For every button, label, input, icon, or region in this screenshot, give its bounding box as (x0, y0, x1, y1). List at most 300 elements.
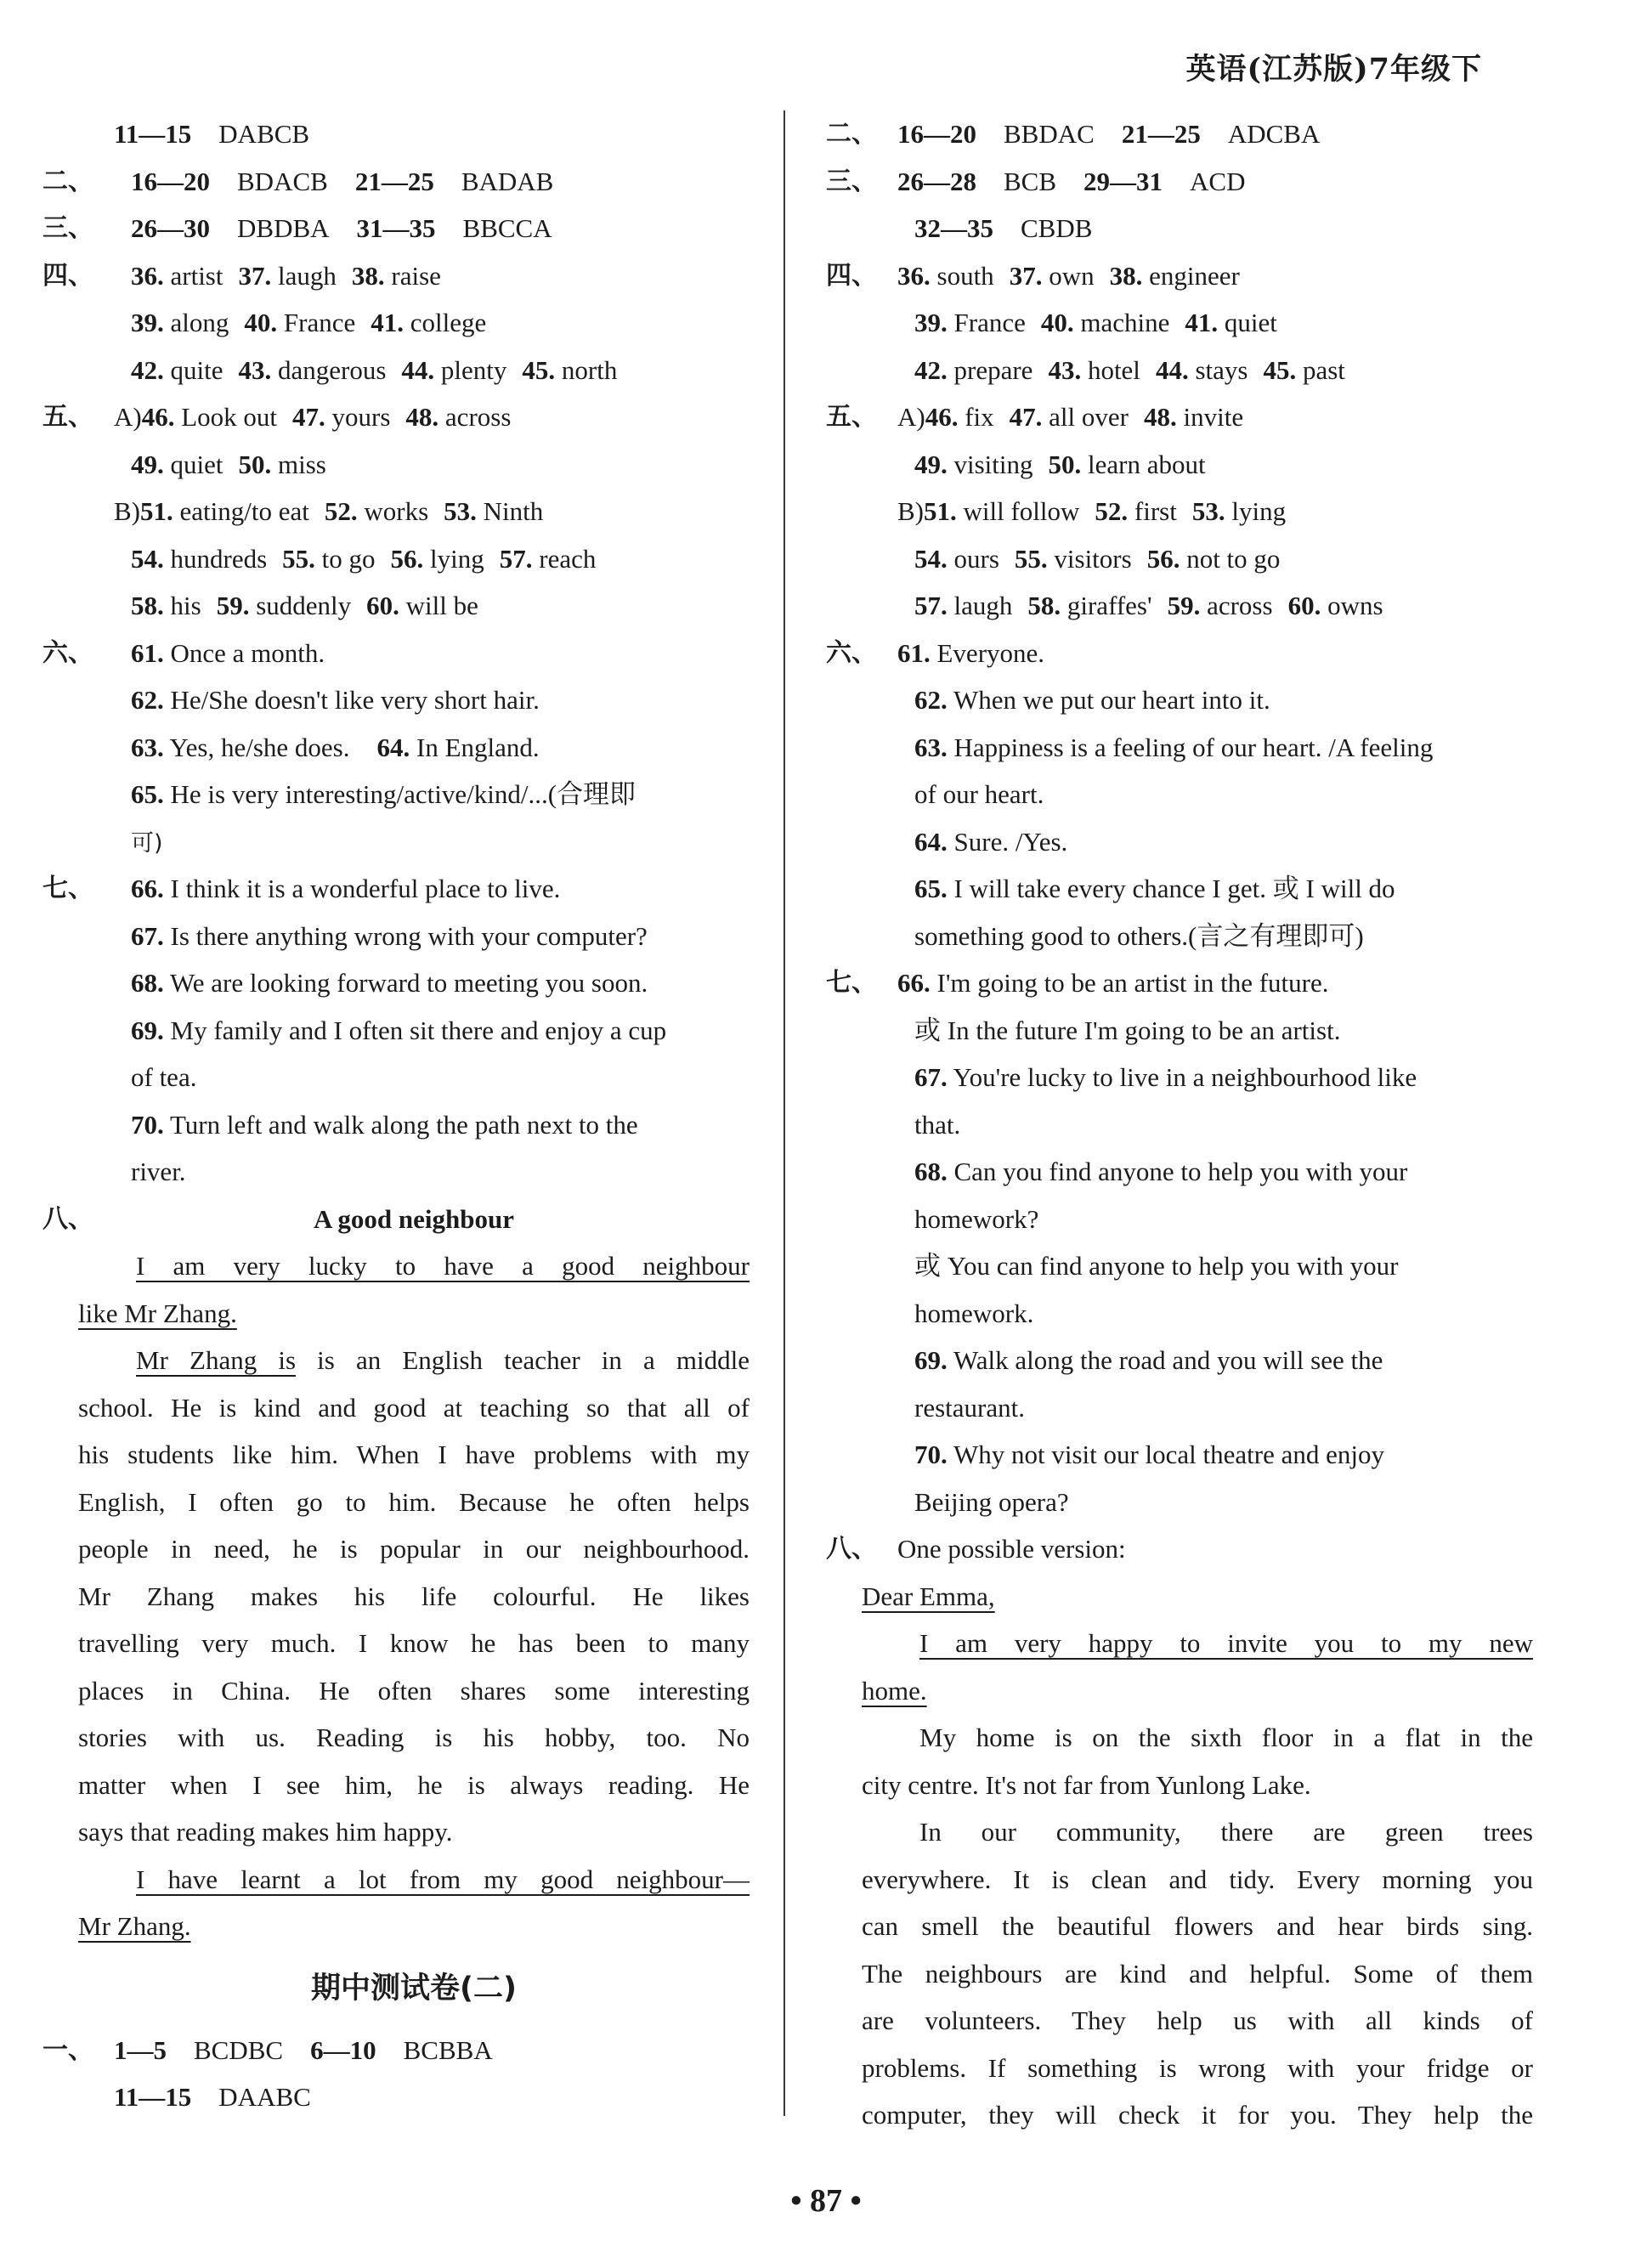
section-label: 五、 (826, 402, 877, 432)
answer-word: to go (321, 543, 376, 574)
answer-text: Beijing opera? (914, 1486, 1069, 1517)
answer-word: lying (1231, 496, 1287, 526)
essay-line: stories with us. Reading is his hobby, too. No (78, 1723, 750, 1752)
essay-line: his students like him. When I have problems with my (78, 1440, 750, 1469)
section-label: 三、 (42, 213, 93, 243)
answer-word: machine (1080, 308, 1170, 337)
question-number: 62. (914, 685, 948, 715)
answer-text: Turn left and walk along the path next to the (169, 1109, 638, 1140)
letter-text: My home is on the sixth floor in a flat in the (919, 1723, 1533, 1752)
essay-line: English, I often go to him. Because he often helps (78, 1486, 750, 1517)
question-range: 21—25 (1121, 119, 1201, 149)
letter-text: In our community, there are green trees (919, 1817, 1533, 1847)
letter-line (862, 1808, 1533, 1856)
answer-line-cont (862, 771, 1533, 818)
section-label: 七、 (826, 968, 877, 998)
question-range: 21—25 (354, 166, 434, 196)
exam-title: 期中测试卷(二) (311, 1971, 517, 2006)
question-number: 37. (1009, 260, 1043, 291)
question-number: 38. (351, 260, 385, 291)
answer-word: quiet (170, 449, 223, 479)
answer-word: across (1207, 591, 1273, 620)
essay-text: I have learnt a lot from my good neighbour— (136, 1864, 750, 1894)
answer-line-cont (862, 913, 1533, 960)
answer-text: Yes, he/she does. (169, 732, 350, 762)
answer-line (78, 724, 750, 772)
answer-text: He is very interesting/active/kind/...(合理即 (170, 779, 636, 809)
answer-word: France (953, 308, 1026, 337)
question-number: 42. (131, 354, 164, 385)
answer-line (862, 205, 1533, 252)
section-6-line (826, 630, 1533, 677)
question-number: 42. (914, 354, 948, 385)
part-label: A) (897, 402, 925, 432)
essay-line: school. He is kind and good at teaching so that all of (78, 1392, 750, 1423)
answer-word: artist (170, 260, 223, 291)
answer-text: that. (914, 1109, 961, 1140)
section-8-line (826, 1525, 1533, 1573)
question-number: 38. (1109, 260, 1143, 291)
essay-line (78, 1337, 750, 1384)
answer-letters: BBCCA (462, 213, 552, 243)
question-number: 56. (1146, 543, 1180, 574)
answer-text: of our heart. (914, 779, 1044, 809)
essay-line (78, 1290, 750, 1338)
answer-letters: DAABC (218, 2082, 311, 2112)
question-number: 41. (1185, 308, 1219, 337)
answer-text: Is there anything wrong with your computer? (170, 920, 648, 951)
answer-word: will be (405, 591, 478, 620)
question-number: 64. (914, 826, 948, 857)
question-number: 43. (1048, 354, 1082, 385)
question-range: 11—15 (114, 2082, 192, 2112)
essay-line: matter when I see him, he is always reading. He (78, 1769, 750, 1800)
answer-word: suddenly (256, 591, 352, 620)
section-label: 二、 (826, 119, 877, 149)
answer-word: France (283, 308, 356, 337)
answer-word: all over (1049, 402, 1129, 432)
answer-line-cont (862, 1007, 1533, 1055)
section-label: 三、 (826, 166, 877, 196)
answer-line (862, 1431, 1533, 1479)
answer-line (78, 771, 750, 818)
answer-letters: ACD (1190, 166, 1246, 196)
answer-word: hundreds (170, 543, 268, 574)
essay-text: I am very lucky to have a good neighbour (136, 1251, 750, 1281)
question-number: 70. (131, 1109, 164, 1140)
right-column (826, 110, 1533, 2139)
question-number: 36. (131, 260, 164, 291)
section-4-line (826, 252, 1533, 300)
answer-word: visiting (953, 449, 1033, 479)
answer-word: raise (391, 260, 441, 291)
answer-text: My family and I often sit there and enjoy a cup (170, 1015, 667, 1045)
answer-line-cont (862, 1384, 1533, 1432)
question-number: 64. (376, 732, 410, 762)
answer-word: learn about (1088, 449, 1206, 479)
question-number: 45. (1263, 354, 1297, 385)
question-number: 68. (131, 968, 164, 998)
answer-text: He/She doesn't like very short hair. (170, 685, 540, 715)
answer-text: homework? (914, 1203, 1039, 1234)
question-range: 6—10 (310, 2034, 376, 2065)
question-number: 47. (1009, 402, 1043, 432)
answer-line (78, 1101, 750, 1149)
answer-word: stays (1195, 354, 1248, 385)
section-label: 六、 (42, 637, 93, 668)
question-number: 43. (238, 354, 272, 385)
answer-text: Once a month. (170, 637, 325, 668)
answer-text: Walk along the road and you will see the (953, 1345, 1383, 1375)
answer-word: visitors (1054, 543, 1132, 574)
answer-text: In England. (416, 732, 540, 762)
section-label: 八、 (826, 1534, 877, 1564)
essay-line: people in need, he is popular in our neighbourhood. (78, 1534, 750, 1564)
essay-text: is an English teacher in a middle (317, 1345, 750, 1375)
answer-text: We are looking forward to meeting you soon. (169, 968, 648, 998)
section-2-line (42, 158, 750, 206)
section-8-line (42, 1196, 750, 1243)
question-number: 55. (282, 543, 315, 574)
answer-line (862, 865, 1533, 913)
answer-line-cont (78, 818, 750, 866)
letter-line: everywhere. It is clean and tidy. Every morning you (862, 1864, 1533, 1894)
answer-line (862, 1148, 1533, 1196)
page-number: • 87 • (790, 2183, 862, 2219)
question-number: 48. (1143, 402, 1177, 432)
question-number: 52. (324, 496, 358, 526)
answer-word: Ninth (483, 496, 544, 526)
answer-word: will follow (963, 496, 1080, 526)
essay-line: places in China. He often shares some interesting (78, 1675, 750, 1706)
section-label: 五、 (42, 402, 93, 432)
essay-text: Mr Zhang is (136, 1345, 297, 1375)
answer-letters: DBDBA (237, 213, 330, 243)
answer-text: 或 In the future I'm going to be an artist. (914, 1015, 1341, 1045)
letter-line (862, 1620, 1533, 1667)
question-number: 66. (131, 874, 164, 903)
question-number: 53. (444, 496, 477, 526)
question-number: 65. (131, 779, 164, 809)
answer-word: Look out (181, 402, 278, 432)
question-number: 63. (131, 732, 164, 762)
answer-letters: BCB (1004, 166, 1057, 196)
answer-text: of tea. (131, 1062, 197, 1092)
question-number: 56. (390, 543, 424, 574)
section-label: 四、 (42, 260, 93, 291)
part-label: B) (897, 496, 924, 526)
answer-line (78, 347, 750, 394)
page-header: 英语(江苏版)7年级下 (1185, 52, 1482, 87)
question-number: 51. (140, 496, 173, 526)
question-range: 1—5 (114, 2034, 167, 2065)
question-number: 47. (292, 402, 325, 432)
question-number: 46. (925, 402, 959, 432)
question-number: 37. (238, 260, 272, 291)
answer-line (862, 441, 1533, 489)
letter-text: I am very happy to invite you to my new (919, 1628, 1533, 1658)
question-number: 48. (405, 402, 439, 432)
answer-letters: BCBBA (403, 2034, 493, 2065)
question-range: 31—35 (356, 213, 436, 243)
section-2-line (826, 110, 1533, 158)
answer-line (78, 110, 750, 158)
letter-line: can smell the beautiful flowers and hear birds sing. (862, 1911, 1533, 1941)
version-label: One possible version: (897, 1534, 1126, 1564)
question-number: 60. (1287, 591, 1321, 620)
answer-word: not to go (1186, 543, 1281, 574)
answer-text: Sure. /Yes. (953, 826, 1068, 857)
answer-letters: ADCBA (1227, 119, 1321, 149)
question-number: 69. (914, 1345, 948, 1375)
answer-line (78, 1007, 750, 1055)
section-7-line (42, 865, 750, 913)
question-range: 32—35 (914, 213, 993, 243)
question-range: 26—28 (897, 166, 976, 196)
answer-line-cont (78, 1148, 750, 1196)
question-number: 59. (1167, 591, 1201, 620)
answer-word: reach (539, 543, 597, 574)
answer-text: restaurant. (914, 1392, 1025, 1423)
question-range: 26—30 (131, 213, 210, 243)
essay-line: travelling very much. I know he has been to many (78, 1628, 750, 1658)
question-number: 69. (131, 1015, 164, 1045)
answer-line (78, 959, 750, 1007)
question-number: 54. (131, 543, 164, 574)
part-label: A) (114, 402, 142, 432)
answer-letters: BCDBC (194, 2034, 284, 2065)
question-range: 16—20 (897, 119, 976, 149)
part-label: B) (114, 496, 140, 526)
answer-line-cont (78, 1054, 750, 1101)
answer-word: fix (965, 402, 994, 432)
answer-line (862, 676, 1533, 724)
answer-word: south (936, 260, 994, 291)
question-number: 59. (216, 591, 250, 620)
question-number: 66. (897, 968, 931, 998)
answer-line-cont (862, 1196, 1533, 1243)
question-range: 29—31 (1083, 166, 1163, 196)
answer-word: past (1302, 354, 1345, 385)
question-number: 49. (914, 449, 948, 479)
answer-letters: BBDAC (1004, 119, 1095, 149)
answer-line (862, 582, 1533, 630)
answer-line (862, 535, 1533, 583)
answer-word: quiet (1224, 308, 1277, 337)
answer-text: 可) (131, 829, 163, 857)
essay-title: A good neighbour (313, 1203, 514, 1234)
answer-word: ours (953, 543, 999, 574)
answer-line (862, 488, 1533, 535)
essay-line (78, 1242, 750, 1290)
answer-word: giraffes' (1066, 591, 1152, 620)
answer-word: eating/to eat (179, 496, 309, 526)
section-label: 八、 (42, 1203, 93, 1234)
question-number: 50. (238, 449, 272, 479)
question-number: 53. (1191, 496, 1225, 526)
question-number: 65. (914, 874, 948, 903)
section-5-line (42, 393, 750, 441)
answer-text: Why not visit our local theatre and enjoy (953, 1440, 1385, 1469)
question-number: 40. (244, 308, 278, 337)
answer-line (862, 347, 1533, 394)
section-3-line (42, 205, 750, 252)
question-number: 52. (1095, 496, 1129, 526)
section-label: 七、 (42, 874, 93, 903)
question-number: 51. (924, 496, 957, 526)
answer-line-cont (862, 1290, 1533, 1338)
answer-text: 或 You can find anyone to help you with your (914, 1251, 1399, 1281)
answer-word: first (1134, 496, 1177, 526)
section-label: 六、 (826, 637, 877, 668)
answer-word: yours (331, 402, 391, 432)
essay-line: says that reading makes him happy. (78, 1817, 453, 1847)
answer-word: across (444, 402, 512, 432)
answer-word: laugh (953, 591, 1013, 620)
answer-word: college (410, 308, 487, 337)
question-number: 70. (914, 1440, 948, 1469)
answer-line (862, 818, 1533, 866)
letter-text: home. (862, 1675, 927, 1706)
answer-text: I'm going to be an artist in the future. (936, 968, 1329, 998)
letter-line (862, 1667, 1533, 1715)
question-number: 68. (914, 1157, 948, 1186)
question-number: 57. (499, 543, 533, 574)
letter-line: problems. If something is wrong with your fridge or (862, 2052, 1533, 2083)
left-column (42, 110, 750, 2121)
answer-letters: BADAB (461, 166, 554, 196)
answer-letters: BDACB (237, 166, 328, 196)
answer-text: Can you find anyone to help you with your (953, 1157, 1408, 1186)
answer-word: miss (278, 449, 326, 479)
answer-line-cont (862, 1101, 1533, 1149)
answer-line (42, 2027, 750, 2074)
letter-line (862, 1714, 1533, 1762)
question-number: 58. (1027, 591, 1061, 620)
answer-line (78, 441, 750, 489)
essay-line (78, 1856, 750, 1904)
answer-line (78, 582, 750, 630)
answer-word: invite (1183, 402, 1244, 432)
question-number: 36. (897, 260, 931, 291)
question-number: 63. (914, 732, 948, 762)
question-range: 16—20 (131, 166, 210, 196)
answer-letters: CBDB (1021, 213, 1093, 243)
answer-line (78, 676, 750, 724)
section-label: 四、 (826, 260, 877, 291)
question-number: 62. (131, 685, 164, 715)
question-number: 40. (1040, 308, 1074, 337)
answer-word: plenty (440, 354, 507, 385)
question-number: 44. (1155, 354, 1189, 385)
question-number: 54. (914, 543, 948, 574)
answer-word: along (170, 308, 229, 337)
answer-line (862, 299, 1533, 347)
question-number: 50. (1048, 449, 1082, 479)
question-number: 61. (131, 637, 164, 668)
answer-word: his (170, 591, 201, 620)
question-number: 55. (1014, 543, 1048, 574)
answer-word: hotel (1087, 354, 1140, 385)
answer-word: lying (430, 543, 484, 574)
question-number: 44. (401, 354, 435, 385)
essay-text: like Mr Zhang. (78, 1298, 237, 1328)
answer-word: works (364, 496, 429, 526)
answer-line-cont (862, 1242, 1533, 1290)
answer-line (78, 913, 750, 960)
question-number: 67. (131, 920, 164, 951)
letter-line (862, 1573, 1533, 1621)
answer-text: something good to others.(言之有理即可) (914, 920, 1364, 951)
letter-line: computer, they will check it for you. They help the (862, 2100, 1533, 2130)
answer-word: laugh (278, 260, 337, 291)
question-range: 11—15 (114, 119, 192, 149)
question-number: 39. (914, 308, 948, 337)
answer-line (78, 535, 750, 583)
answer-text: When we put our heart into it. (953, 685, 1270, 715)
question-number: 49. (131, 449, 164, 479)
letter-greeting: Dear Emma, (862, 1581, 995, 1611)
answer-text: I think it is a wonderful place to live. (170, 874, 561, 903)
section-label: 一、 (42, 2034, 93, 2065)
question-number: 45. (522, 354, 556, 385)
answer-line (78, 2073, 750, 2121)
letter-line: are volunteers. They help us with all kinds of (862, 2006, 1533, 2035)
essay-text: Mr Zhang. (78, 1911, 191, 1941)
answer-word: engineer (1149, 260, 1240, 291)
question-number: 58. (131, 591, 164, 620)
question-number: 41. (371, 308, 404, 337)
answer-word: own (1049, 260, 1095, 291)
section-4-line (42, 252, 750, 300)
answer-line (862, 1337, 1533, 1384)
question-number: 61. (897, 637, 931, 668)
essay-line (78, 1903, 750, 1950)
section-5-line (826, 393, 1533, 441)
answer-word: prepare (953, 354, 1033, 385)
answer-word: dangerous (278, 354, 387, 385)
column-divider (784, 110, 785, 2116)
answer-line (862, 1054, 1533, 1101)
essay-line: Mr Zhang makes his life colourful. He likes (78, 1581, 750, 1611)
section-label: 二、 (42, 166, 93, 196)
question-number: 39. (131, 308, 164, 337)
letter-line: The neighbours are kind and helpful. Some of them (862, 1958, 1533, 1989)
answer-line (78, 299, 750, 347)
answer-word: north (561, 354, 618, 385)
section-7-line (826, 959, 1533, 1007)
answer-text: river. (131, 1157, 186, 1186)
section-6-line (42, 630, 750, 677)
answer-text: I will take every chance I get. 或 I will do (953, 874, 1395, 903)
question-number: 46. (141, 402, 175, 432)
question-number: 67. (914, 1062, 948, 1092)
answer-text: homework. (914, 1298, 1034, 1328)
answer-word: quite (170, 354, 223, 385)
answer-line (862, 724, 1533, 772)
section-3-line (826, 158, 1533, 206)
answer-letters: DABCB (218, 119, 310, 149)
answer-word: owns (1327, 591, 1383, 620)
answer-text: Happiness is a feeling of our heart. /A feeling (953, 732, 1434, 762)
letter-line: city centre. It's not far from Yunlong Lake. (862, 1769, 1311, 1800)
question-number: 60. (366, 591, 399, 620)
answer-text: You're lucky to live in a neighbourhood like (953, 1062, 1417, 1092)
answer-text: Everyone. (936, 637, 1045, 668)
question-number: 57. (914, 591, 948, 620)
answer-line (78, 488, 750, 535)
answer-line-cont (862, 1479, 1533, 1526)
